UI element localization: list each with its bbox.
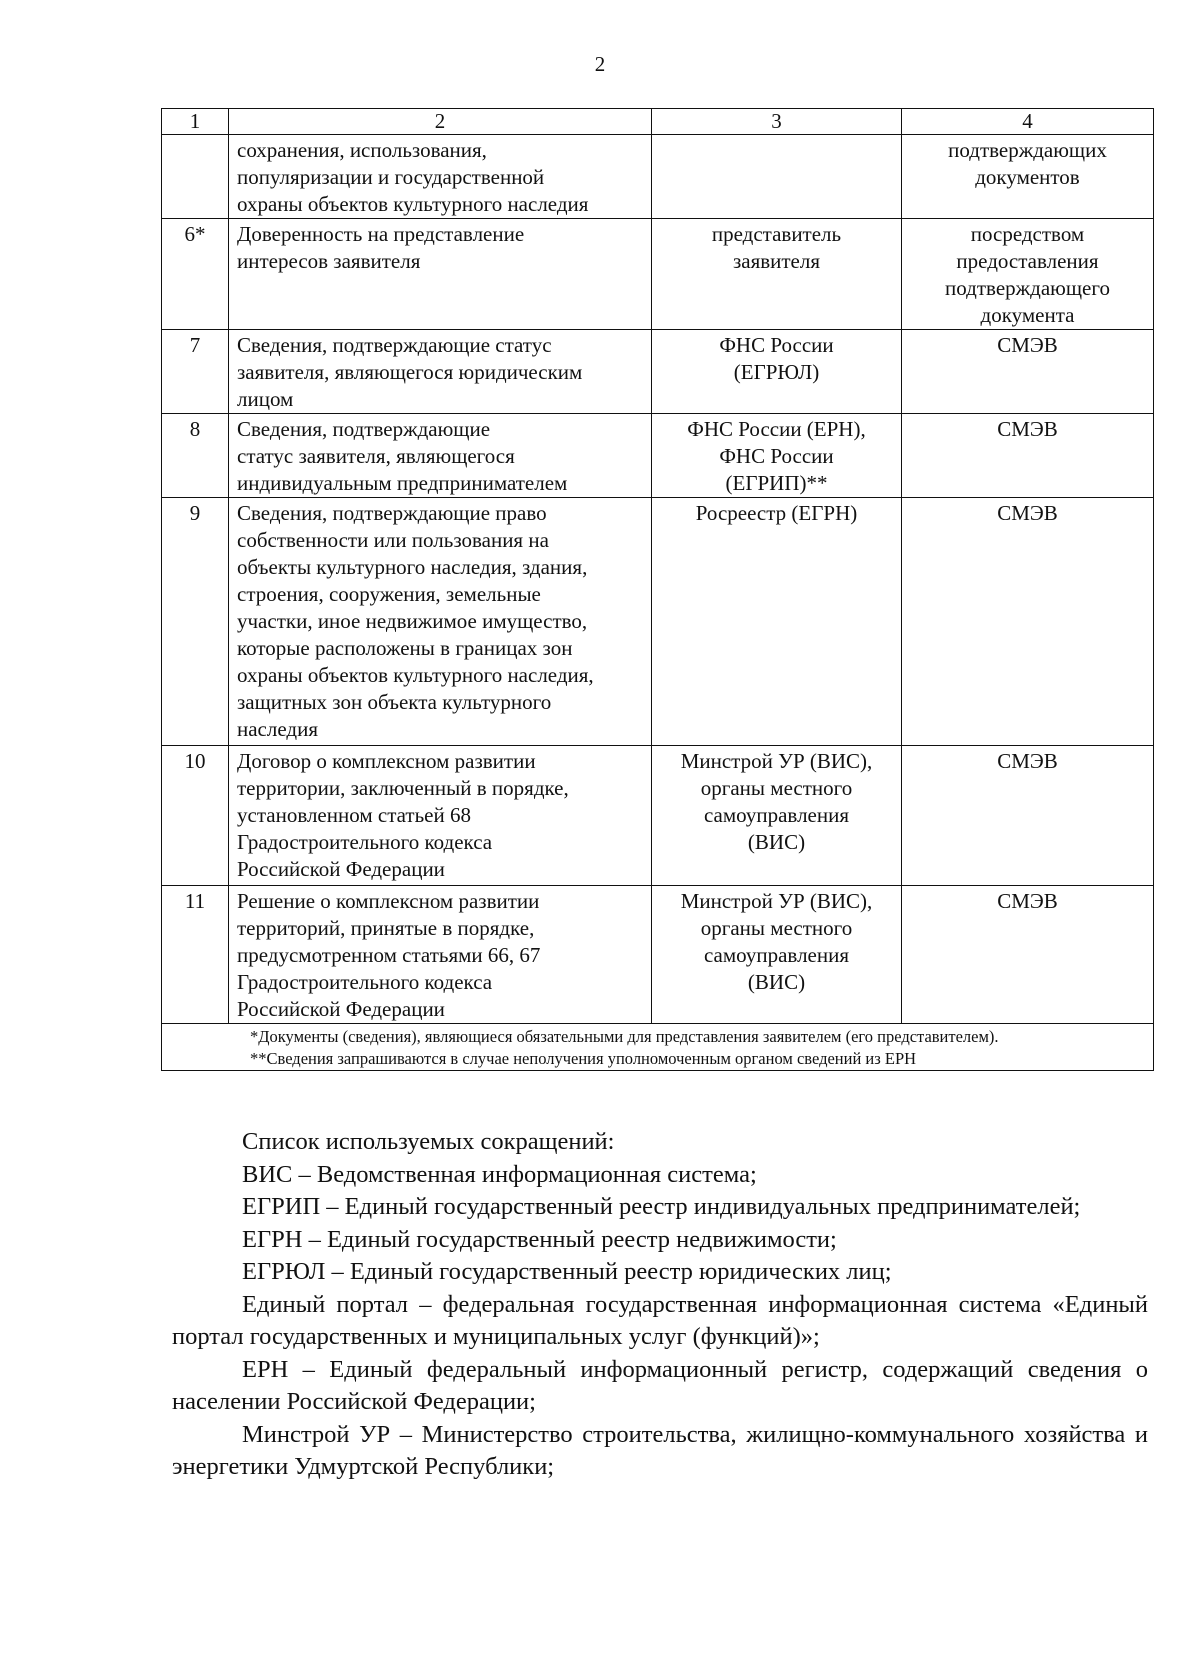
document-source: Минстрой УР (ВИС), органы местного самоуправления (ВИС) [652, 886, 902, 1024]
submission-method: СМЭВ [902, 746, 1154, 886]
header-col-4: 4 [902, 109, 1154, 135]
footnote-ern-request: **Сведения запрашиваются в случае неполучения уполномоченным органом сведений из ЕРН [250, 1049, 917, 1068]
abbreviation-item: ЕГРЮЛ – Единый государственный реестр юридических лиц; [242, 1258, 892, 1285]
document-name: Договор о комплексном развитии территории, заключенный в порядке, установленном статьей 68 Градостроительного кодекса Российской Федерации [229, 746, 652, 886]
submission-method: СМЭВ [902, 886, 1154, 1024]
abbreviation-item: ЕГРИП – Единый государственный реестр индивидуальных предпринимателей; [242, 1193, 1081, 1220]
abbreviation-item: ЕГРН – Единый государственный реестр недвижимости; [242, 1225, 837, 1253]
document-name: Сведения, подтверждающие статус заявителя, являющегося индивидуальным предпринимателем [229, 414, 652, 498]
row-number: 7 [162, 330, 229, 414]
document-source: Росреестр (ЕГРН) [652, 498, 902, 746]
footnote-required-documents: *Документы (сведения), являющиеся обязательными для представления заявителем (его представителем). [250, 1027, 999, 1046]
table-footnote-row [162, 1024, 1154, 1071]
row-number [162, 135, 229, 219]
table-row [162, 219, 1154, 330]
submission-method: СМЭВ [902, 330, 1154, 414]
document-name: Доверенность на представление интересов заявителя [229, 219, 652, 330]
abbreviations-section [172, 1126, 1148, 1484]
abbreviation-item: ЕРН – Единый федеральный информационный регистр, содержащий сведения о населении Российской Федерации; [172, 1355, 1148, 1415]
document-source: Минстрой УР (ВИС), органы местного самоуправления (ВИС) [652, 746, 902, 886]
submission-method: СМЭВ [902, 414, 1154, 498]
submission-method: СМЭВ [902, 498, 1154, 746]
table-row [162, 414, 1154, 498]
row-number: 6* [162, 219, 229, 330]
abbreviations-title: Список используемых сокращений: [242, 1128, 615, 1155]
document-name: Сведения, подтверждающие право собственности или пользования на объекты культурного наследия, здания, строения, сооружения, земельные участки, иное недвижимое имущество, которые расположены в границах зон охраны объектов культурного наследия, защитных зон объекта культурного наследия [229, 498, 652, 746]
header-col-1: 1 [162, 109, 229, 135]
table-row [162, 746, 1154, 886]
table-row [162, 135, 1154, 219]
submission-method: посредством предоставления подтверждающего документа [902, 219, 1154, 330]
table-header-row [162, 109, 1154, 135]
row-number: 8 [162, 414, 229, 498]
document-source: ФНС России (ЕРН), ФНС России (ЕГРИП)** [652, 414, 902, 498]
document-name: сохранения, использования, популяризации и государственной охраны объектов культурного наследия [229, 135, 652, 219]
table-row [162, 886, 1154, 1024]
abbreviation-item: ВИС – Ведомственная информационная система; [242, 1160, 757, 1188]
header-col-2: 2 [229, 109, 652, 135]
document-source: ФНС России (ЕГРЮЛ) [652, 330, 902, 414]
table-row [162, 330, 1154, 414]
row-number: 10 [162, 746, 229, 886]
page-number: 2 [594, 52, 606, 76]
abbreviation-item: Единый портал – федеральная государственная информационная система «Единый портал государственных и муниципальных услуг (функций)»; [172, 1290, 1148, 1350]
table-row [162, 498, 1154, 746]
row-number: 9 [162, 498, 229, 746]
document-name: Сведения, подтверждающие статус заявителя, являющегося юридическим лицом [229, 330, 652, 414]
row-number: 11 [162, 886, 229, 1024]
documents-table [161, 108, 1154, 1071]
table-footnotes [162, 1024, 1154, 1071]
document-source: представитель заявителя [652, 219, 902, 330]
document-name: Решение о комплексном развитии территорий, принятые в порядке, предусмотренном статьями 66, 67 Градостроительного кодекса Российской Федерации [229, 886, 652, 1024]
abbreviation-item: Минстрой УР – Министерство строительства, жилищно-коммунального хозяйства и энергетики Удмуртской Республики; [172, 1420, 1148, 1480]
document-source [652, 135, 902, 219]
submission-method: подтверждающих документов [902, 135, 1154, 219]
header-col-3: 3 [652, 109, 902, 135]
